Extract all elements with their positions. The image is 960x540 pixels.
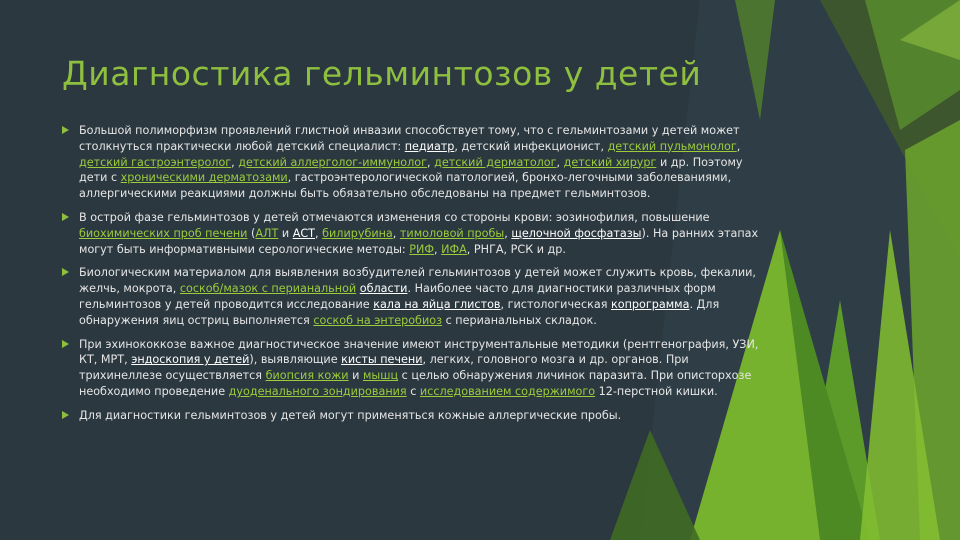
term-link[interactable]: детский пульмонолог [607,139,737,153]
bullet-text: с [406,384,420,398]
bullet-marker-icon [62,126,69,134]
term-link[interactable]: РИФ [409,242,435,256]
slide-body [62,123,762,432]
term-link[interactable]: копрограмма [611,297,690,311]
bullet-text: ), выявляющие [249,353,342,367]
bullet-text: , [315,226,323,240]
bullet-paragraph [62,265,762,328]
bullet-text: , РНГА, РСК и др. [466,242,566,256]
term-link[interactable]: детский гастроэнтеролог [79,155,232,169]
term-link[interactable]: тимоловой пробы [399,226,505,240]
bullet-text: с перианальных складок. [442,313,597,327]
term-link[interactable]: АСТ [292,226,315,240]
term-link[interactable]: детский хирург [563,155,657,169]
term-link[interactable]: мышц [362,369,399,383]
bullet-text: В острой фазе гельминтозов у детей отмечаются изменения со стороны крови: эозинофилия, повышение [79,210,710,224]
bullet-text: , гистологическая [500,297,611,311]
term-link[interactable]: области [359,282,408,296]
bullet-marker-icon [62,411,69,419]
term-link[interactable]: биохимических проб печени [79,226,248,240]
term-link[interactable]: исследованием содержимого [419,384,596,398]
bullet-marker-icon [62,213,69,221]
term-link[interactable]: соскоб/мазок с перианальной [179,282,357,296]
bullet-text: , [556,155,564,169]
term-link[interactable]: дуоденального зондирования [228,384,407,398]
bullet-text: Большой полиморфизм проявлений глистной инвазии способствует тому, что с гельминтозами у детей может столкнуться практически любой детский специалист: [79,124,740,153]
slide-title: Диагностика гельминтозов у детей [62,54,702,93]
bullet-text: 12-перстной кишки. [595,384,718,398]
bullet-text: , детский инфекционист, [454,139,608,153]
term-link[interactable]: АЛТ [255,226,279,240]
bullet-text: . Наиболее часто для диагностики различных форм гельминтозов у детей проводится исследование [79,282,716,311]
term-link[interactable]: эндоскопия у детей [131,353,250,367]
bullet-text: с целью обнаружения личинок паразита. При описторхозе необходимо проведение [79,369,752,398]
bullet-paragraph [62,337,762,400]
term-link[interactable]: кала на яйца глистов [373,297,501,311]
bullet-text: Биологическим материалом для выявления возбудителей гельминтозов у детей может служить кровь, фекалии, желчь, мокрота, [79,266,756,296]
term-link[interactable]: детский дерматолог [434,155,557,169]
bullet-text: , легких, головного мозга и др. органов. При трихинеллезе осуществляется [79,353,689,383]
term-link[interactable]: кисты печени [341,353,423,367]
term-link[interactable]: детский аллерголог-иммунолог [238,155,428,169]
bullet-text: При эхинококкозе важное диагностическое значение имеют инструментальные методики (рентгенография, УЗИ, КТ, МРТ, [79,337,759,367]
bullet-text: , [434,242,442,256]
term-link[interactable]: щелочной фосфатазы [511,226,642,240]
bullet-paragraph [62,408,762,424]
bullet-text: , [392,226,400,240]
bullet-text: . Для обнаружения яиц остриц выполняется [79,297,720,327]
bullet-text: , гастроэнтерологической патологией, бронхо-легочными заболеваниями, аллергическими реакциями должны быть обязательно обследованы на предмет гельминтозов. [79,171,732,201]
term-link[interactable]: ИФА [441,242,467,256]
bullet-text: , [504,226,512,240]
term-link[interactable]: соскоб на энтеробиоз [313,313,443,327]
bullet-marker-icon [62,340,69,348]
term-link[interactable]: хроническими дерматозами [120,171,288,185]
bullet-text: , [231,155,239,169]
bullet-text: ). На ранних этапах могут быть информативными серологические методы: [79,226,759,256]
term-link[interactable]: педиатр [404,139,455,153]
bullet-paragraph [62,210,762,257]
bullet-text: Для диагностики гельминтозов у детей могут применяться кожные аллергические пробы. [79,408,622,422]
bullet-text: ( [247,226,256,240]
term-link[interactable]: билирубина [322,226,393,240]
bullet-marker-icon [62,268,69,276]
bullet-text: и др. Поэтому дети с [79,155,743,185]
bullet-text: и [278,226,293,240]
bullet-paragraph [62,123,762,202]
bullet-text: , [427,155,435,169]
term-link[interactable]: биопсия кожи [265,369,349,383]
bullet-text: , [736,139,741,153]
bullet-text: и [348,369,363,383]
